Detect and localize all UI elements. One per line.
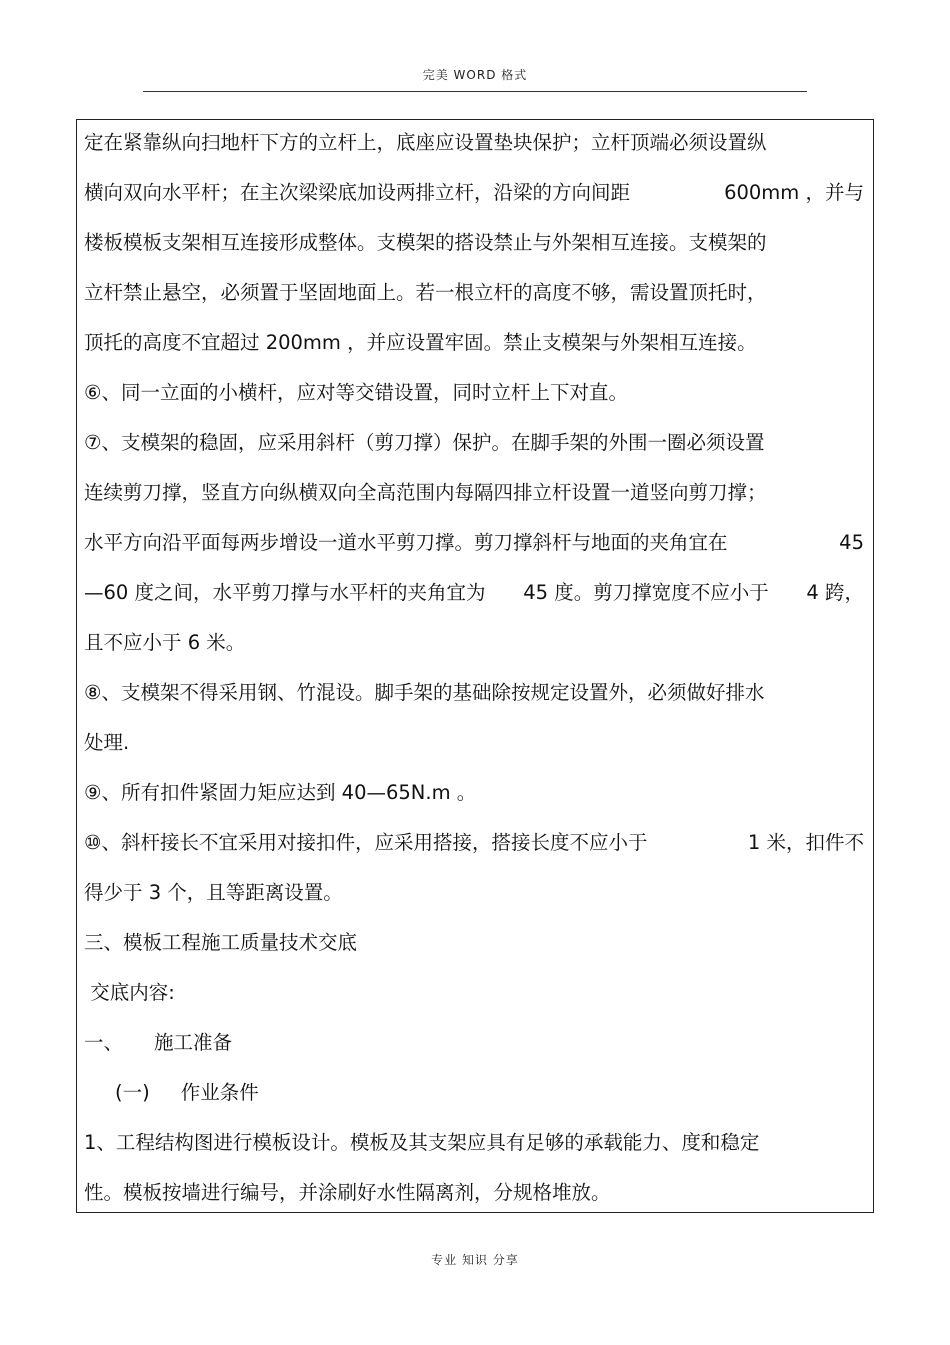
- text-line: 处理.: [84, 731, 130, 754]
- text-line: ⑦、支模架的稳固，应采用斜杆（剪刀撑）保护。在脚手架的外围一圈必须设置: [84, 431, 765, 454]
- text-line: 性。模板按墙进行编号，并涂刷好水性隔离剂，分规格堆放。: [84, 1181, 611, 1204]
- text-segment: 45 度。剪刀撑宽度不应小于: [523, 581, 769, 604]
- text-line: ⑧、支模架不得采用钢、竹混设。脚手架的基础除按规定设置外，必须做好排水: [84, 681, 765, 704]
- text-line: [84, 180, 864, 206]
- text-line: [84, 830, 864, 856]
- text-segment: —60 度之间，水平剪刀撑与水平杆的夹角宜为: [84, 581, 486, 604]
- text-segment: 4 跨，: [806, 581, 864, 604]
- text-line: 连续剪刀撑，竖直方向纵横双向全高范围内每隔四排立杆设置一道竖向剪刀撑；: [84, 481, 767, 504]
- text-segment: 600mm ，并与: [724, 181, 864, 204]
- text-segment: 1 米，扣件不: [747, 831, 864, 854]
- text-segment: 水平方向沿平面每两步增设一道水平剪刀撑。剪刀撑斜杆与地面的夹角宜在: [84, 531, 728, 554]
- text-line: 1、工程结构图进行模板设计。模板及其支架应具有足够的承载能力、度和稳定: [84, 1131, 760, 1154]
- text-line: 得少于 3 个，且等距离设置。: [84, 881, 343, 904]
- page-footer: 专业 知识 分享: [431, 1253, 519, 1267]
- section-heading: 一、 施工准备: [84, 1031, 232, 1054]
- page-header: 完美 WORD 格式: [422, 68, 528, 82]
- text-line: [84, 530, 864, 556]
- text-segment: 横向双向水平杆；在主次梁梁底加设两排立杆，沿梁的方向间距: [84, 181, 631, 204]
- text-line: 且不应小于 6 米。: [84, 631, 246, 654]
- text-segment: ⑩、斜杆接长不宜采用对接扣件，应采用搭接，搭接长度不应小于: [84, 831, 648, 854]
- text-line: [84, 580, 864, 606]
- section-heading: 三、模板工程施工质量技术交底: [84, 931, 358, 954]
- text-line: 交底内容:: [84, 981, 175, 1004]
- header-rule: [143, 91, 807, 92]
- text-line: ⑥、同一立面的小横杆，应对等交错设置，同时立杆上下对直。: [84, 381, 628, 404]
- text-line: 立杆禁止悬空，必须置于坚固地面上。若一根立杆的高度不够，需设置顶托时，: [84, 281, 767, 304]
- text-segment: 45: [839, 531, 864, 554]
- section-heading: (一) 作业条件: [84, 1081, 259, 1104]
- text-line: 定在紧靠纵向扫地杆下方的立杆上，底座应设置垫块保护；立杆顶端必须设置纵: [84, 131, 767, 154]
- text-line: 顶托的高度不宜超过 200mm ，并应设置牢固。禁止支模架与外架相互连接。: [84, 331, 757, 354]
- text-line: 楼板模板支架相互连接形成整体。支模架的搭设禁止与外架相互连接。支模架的: [84, 231, 767, 254]
- text-line: ⑨、所有扣件紧固力矩应达到 40—65N.m 。: [84, 781, 477, 804]
